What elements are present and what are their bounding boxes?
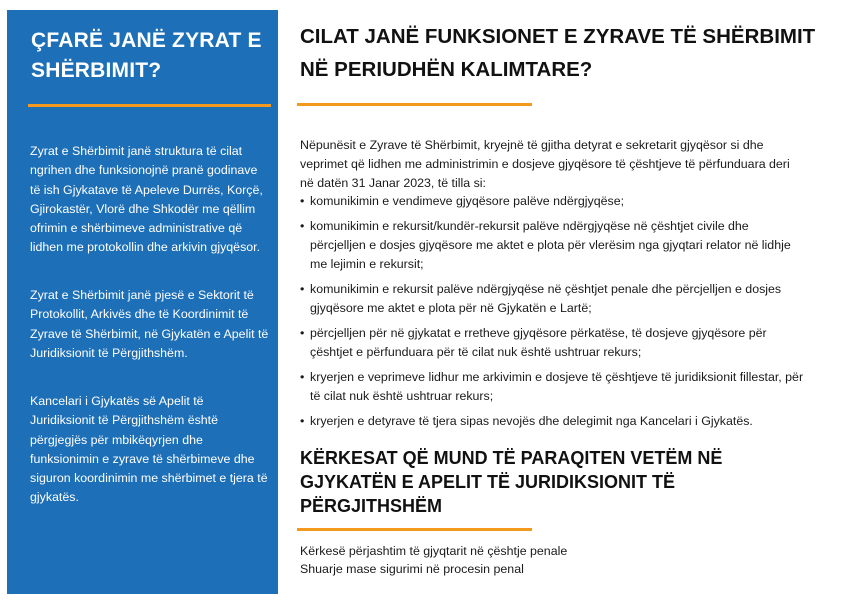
- accent-divider: [297, 103, 532, 106]
- bullet-marker: •: [300, 194, 305, 208]
- info-panel: [7, 10, 278, 594]
- list-item: [300, 412, 805, 431]
- paragraph-service-offices: Zyrat e Shërbimit janë struktura të cilat ngrihen dhe funksionojnë pranë godinave të ish Gjykatave të Apeleve Durrës, Korçë, Gjirokastër, Vlorë dhe Shkodër me qëllim ofrimin e shërbimeve administrative që lidhen me protokollin dhe arkivin gjyqësor.: [30, 144, 263, 255]
- list-item-text: kryerjen e veprimeve lidhur me arkivimin e dosjeve të çështjeve të juridiksionit fillestar, për të cilat nuk është ushtruar rekurs;: [310, 370, 804, 403]
- bullet-marker: •: [300, 219, 305, 233]
- functions-intro: Nëpunësit e Zyrave të Shërbimit, kryejnë të gjitha detyrat e sekretarit gjyqësor si dhe veprimet që lidhen me administrimin e dosjeve gjyqësore të çështjeve të përfunduara deri në datën 31 Janar 2023, të tilla si:: [300, 138, 790, 190]
- bullet-marker: •: [300, 282, 305, 296]
- paragraph-chancellor: Kancelari i Gjykatës së Apelit të Juridiksionit të Përgjithshëm është përgjegjës për mbikëqyrjen dhe funksionimin e zyrave të shërbimeve dhe siguron koordinimin me shërbimet e tjera të gjykatës.: [30, 394, 268, 505]
- list-item-text: komunikimin e rekursit/kundër-rekursit palëve ndërgjyqëse në çështjet civile dhe përcjelljen e dosjes gjyqësore me aktet e plota për vlerësim nga gjyqtari relator në lidhje me lejimin e rekursit;: [310, 219, 791, 271]
- list-item-text: përcjelljen për në gjykatat e rretheve gjyqësore përkatëse, të dosjeve gjyqësore për çështjet e përfunduara për të cilat nuk është ushtruar rekurs;: [310, 326, 767, 359]
- list-item: [300, 280, 805, 318]
- bullet-marker: •: [300, 414, 305, 428]
- accent-divider: [297, 528, 532, 531]
- request-item: Shuarje mase sigurimi në procesin penal: [300, 562, 524, 576]
- functions-list: [300, 192, 805, 437]
- accent-divider: [28, 104, 271, 107]
- bullet-marker: •: [300, 370, 305, 384]
- requests-heading: KËRKESAT QË MUND TË PARAQITEN VETËM NË GJYKATËN E APELIT TË JURIDIKSIONIT TË PËRGJITHSHËM: [300, 448, 723, 516]
- list-item-text: komunikimin e rekursit palëve ndërgjyqëse në çështjet penale dhe përcjelljen e dosjes gjyqësore me aktet e plota për në Gjykatën e Lartë;: [310, 282, 782, 315]
- panel-title: ÇFARË JANË ZYRAT E SHËRBIMIT?: [31, 29, 262, 82]
- request-item: Kërkesë përjashtim të gjyqtarit në çështje penale: [300, 544, 568, 558]
- list-item: [300, 324, 805, 362]
- list-item-text: komunikimin e vendimeve gjyqësore palëve ndërgjyqëse;: [310, 194, 625, 208]
- bullet-marker: •: [300, 326, 305, 340]
- functions-heading: CILAT JANË FUNKSIONET E ZYRAVE TË SHËRBIMIT NË PERIUDHËN KALIMTARE?: [300, 25, 816, 81]
- list-item: [300, 192, 805, 211]
- paragraph-sector: Zyrat e Shërbimit janë pjesë e Sektorit të Protokollit, Arkivës dhe të Koordinimit të Zyrave të Shërbimit, në Gjykatën e Apelit të Juridiksionit të Përgjithshëm.: [30, 288, 269, 360]
- list-item: [300, 368, 805, 406]
- list-item-text: kryerjen e detyrave të tjera sipas nevojës dhe delegimit nga Kancelari i Gjykatës.: [310, 414, 753, 428]
- list-item: [300, 217, 805, 274]
